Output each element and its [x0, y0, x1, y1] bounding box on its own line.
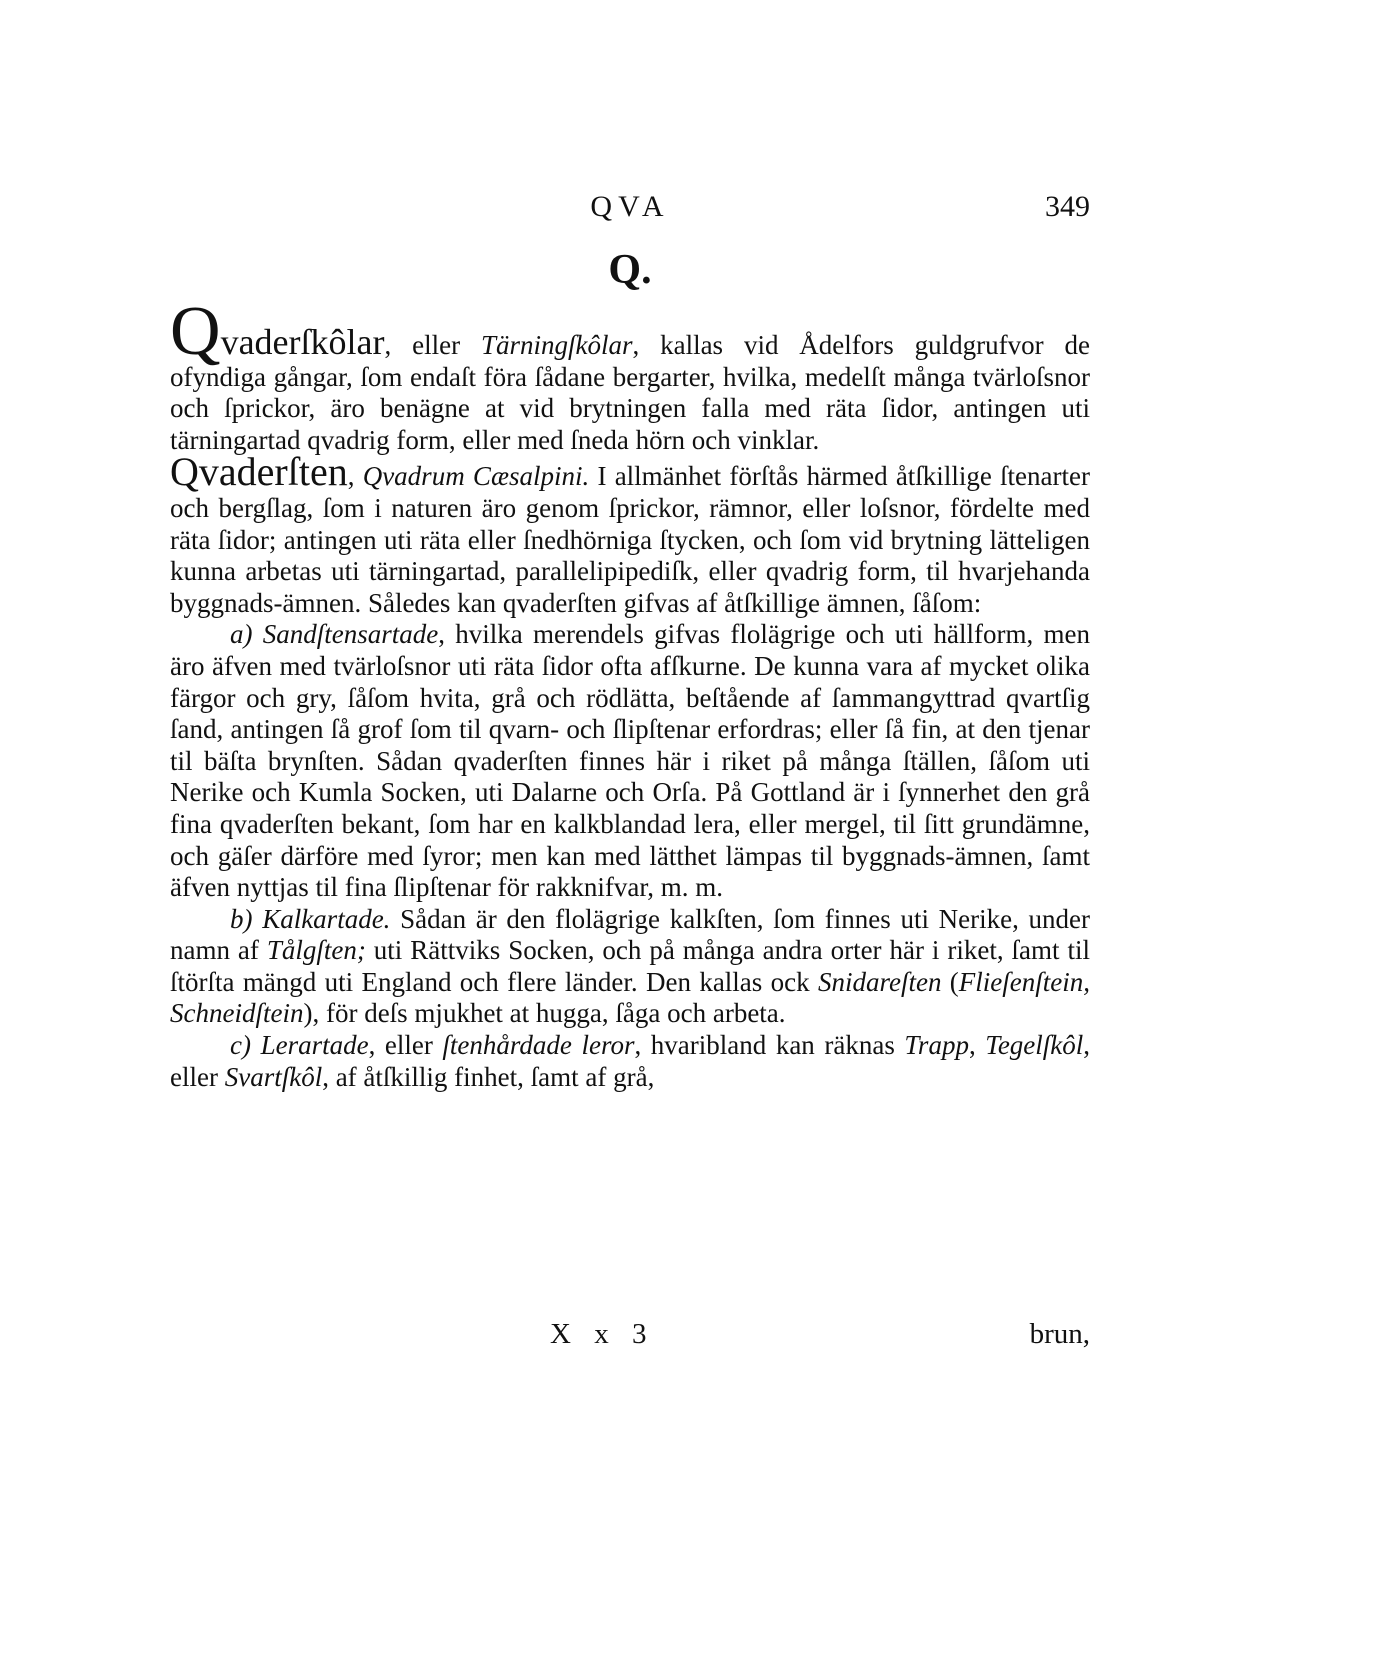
- headword: vaderſkôlar: [220, 322, 385, 362]
- headword: Qvaderſten: [170, 449, 348, 495]
- subentry-text: , af åtſkillig finhet, ſamt af grå,: [322, 1061, 655, 1092]
- page-footer: [170, 1318, 1090, 1354]
- subentry-term: Lerartade: [260, 1030, 369, 1061]
- subentry-term: Tålgſten;: [266, 935, 366, 966]
- subentry-term: Trapp: [904, 1030, 969, 1061]
- subentry-term: Tegelſkôl: [985, 1030, 1084, 1061]
- subentry-term: Svartſkôl: [224, 1061, 323, 1092]
- synonym-punct: ,: [632, 330, 640, 360]
- entry-qvaderskolar: [170, 293, 1090, 456]
- entry-text: I allmänhet förſtås härmed åtſkillige ſtenarter och bergſlag, ſom i naturen äro genom ſprickor, rämnor, eller loſsnor, fördelte med räta ſidor; antingen uti räta eller ſnedhörniga ſtycken, och ſom vid brytning lätteligen kunna arbetas uti tärningartad, parallelipipediſk, eller qvadrig form, til hvarjehanda byggnads-ämnen. Således kan qvaderſten gifvas af åtſkillige ämnen, ſåſom:: [170, 461, 1090, 618]
- subentry-term: Sandſtensartade: [262, 619, 439, 650]
- subentry-text: (: [941, 966, 959, 997]
- subentry-text: , hvilka merendels gifvas flolägrige och uti hällform, men äro äfven med tvärloſsnor uti räta ſidor ofta afſkurne. De kunna vara af mycket olika färgor och gry, ſåſom hvita, grå och rödlätta, beſtående af ſammangyttrad qvartſig ſand, antingen ſå grof ſom til qvarn- och ſlipſtenar erfordras; eller ſå fin, at den tjenar til bäſta brynſten. Sådan qvaderſten finnes här i riket på många ſtällen, ſåſom uti Nerike och Kumla Socken, uti Dalarne och Orſa. På Gottland är i ſynnerhet den grå fina qvaderſten bekant, ſom har en kalkblandad lera, eller mergel, til ſitt grundämne, och gäſer därföre med ſyror; men kan med lätthet lämpas til byggnads-ämnen, ſamt äfven nyttjas til fina ſlipſtenar för rakknifvar, m. m.: [170, 619, 1091, 903]
- subentry-label: a): [230, 619, 253, 650]
- subentry-text: , eller: [170, 1030, 1091, 1092]
- page-number: 349: [1045, 190, 1090, 223]
- entry-qvadersten: [170, 449, 1090, 619]
- subentry-text: ,: [968, 1030, 986, 1061]
- subentry-a: [170, 619, 1090, 903]
- page-body: [170, 293, 1091, 1093]
- synonym-term: Tärningſkôlar: [480, 330, 633, 360]
- subentry-term: ſtenhårdade leror: [442, 1030, 635, 1061]
- subentry-term: Snidareſten: [817, 966, 942, 997]
- subentry-label: c): [230, 1030, 251, 1061]
- connector-text: eller: [391, 330, 481, 360]
- subentry-term: Kalkartade.: [262, 903, 391, 934]
- latin-name: Qvadrum Cæsalpini.: [362, 461, 590, 492]
- headword-punct: ,: [347, 461, 355, 492]
- running-title: QVA: [590, 190, 670, 223]
- entry-text: kallas vid Ådelfors guldgrufvor de ofyndiga gångar, ſom endaſt föra ſådane bergarter, hvilka, medelſt många tvärloſsnor och ſprickor, äro benägne at vid brytningen falla med räta ſidor, antingen uti tärningartad qvadrig form, eller med ſneda hörn och vinklar.: [170, 330, 1090, 455]
- subentry-text: uti Rättviks Socken, och på många andra orter här i riket, ſamt til ſtörſta mängd uti England och flere länder. Den kallas ock: [170, 935, 1090, 997]
- subentry-label: b): [230, 903, 253, 934]
- running-head: [170, 190, 1090, 230]
- drop-cap: Q: [170, 293, 221, 370]
- subentry-text: , hvaribland kan räknas: [634, 1030, 905, 1061]
- catchword: brun,: [1029, 1318, 1090, 1350]
- signature-mark: X x 3: [550, 1318, 655, 1350]
- subentry-term: Flieſenſtein, Schneidſtein: [170, 966, 1090, 1029]
- subentry-text: Sådan är den flolägrige kalkſten, ſom finnes uti Nerike, under namn af: [170, 903, 1091, 966]
- subentry-c: [170, 1030, 1090, 1093]
- section-letter: Q.: [608, 247, 652, 293]
- headword-punct: ,: [384, 330, 392, 360]
- subentry-text: ), för deſs mjukhet at hugga, ſåga och arbeta.: [303, 998, 786, 1029]
- subentry-text: , eller: [368, 1030, 443, 1061]
- subentry-b: [170, 904, 1090, 1030]
